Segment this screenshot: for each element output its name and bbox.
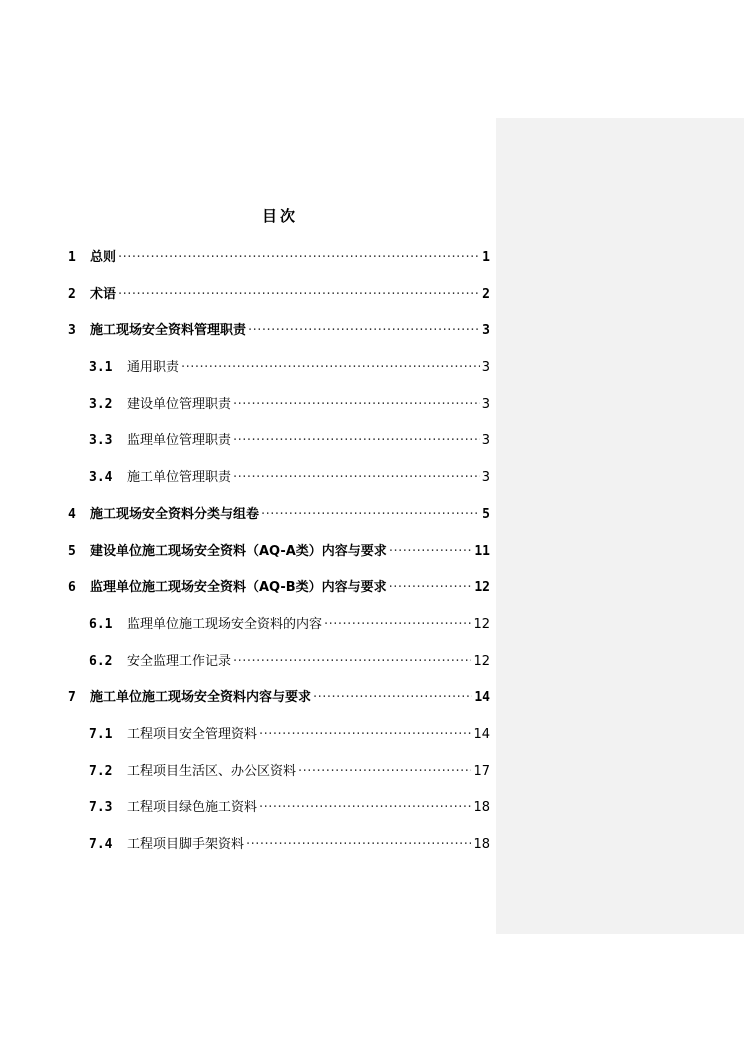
toc-entry-label: 工程项目生活区、办公区资料 (127, 763, 297, 779)
toc-entry-page: 3 (481, 396, 490, 412)
toc-entry-number: 3.4 (89, 470, 113, 486)
toc-entry-label: 施工现场安全资料管理职责 (90, 323, 247, 339)
dot-leader (261, 507, 480, 522)
toc-entry-label: 建设单位施工现场安全资料（AQ-A类）内容与要求 (90, 543, 387, 559)
dot-leader (259, 727, 471, 742)
toc-subentry[interactable] (68, 393, 490, 417)
toc-subentry[interactable] (68, 833, 490, 857)
toc-entry-label: 总则 (90, 250, 117, 265)
toc-entry-number: 7.1 (89, 726, 113, 742)
dot-leader (313, 690, 472, 705)
toc-subentry[interactable] (68, 466, 490, 490)
dot-leader (259, 800, 471, 815)
dot-leader (181, 360, 480, 375)
toc-entry-label: 施工单位管理职责 (127, 470, 232, 486)
toc-entry-number: 6 (68, 580, 76, 596)
toc-subentry[interactable] (68, 723, 490, 747)
toc-entry-label: 工程项目安全管理资料 (127, 726, 258, 742)
toc-entry-page: 18 (473, 800, 490, 816)
toc-entry-number: 3.1 (89, 360, 113, 376)
dot-leader (233, 470, 480, 485)
toc-entry[interactable] (68, 283, 490, 307)
toc-subentry[interactable] (68, 650, 490, 674)
toc-entry-label: 安全监理工作记录 (127, 653, 232, 669)
dot-leader (118, 287, 480, 302)
toc-entry[interactable] (68, 503, 490, 527)
toc-subentry[interactable] (68, 796, 490, 820)
toc-entry-page: 14 (474, 690, 490, 706)
dot-leader (233, 654, 471, 669)
toc-entry-page: 5 (482, 506, 490, 522)
toc-subentry[interactable] (68, 760, 490, 784)
dot-leader (389, 544, 473, 559)
toc-entry-number: 4 (68, 506, 76, 522)
toc-entry-label: 工程项目绿色施工资料 (127, 800, 258, 816)
dot-leader (118, 250, 480, 265)
toc-entry-page: 3 (481, 360, 490, 376)
toc-entry[interactable] (68, 319, 490, 343)
toc-entry-page: 17 (473, 763, 490, 779)
toc-entry-number: 5 (68, 543, 76, 559)
dot-leader (298, 764, 471, 779)
toc-entry-label: 建设单位管理职责 (127, 396, 232, 412)
toc-title: 目次 (261, 207, 298, 225)
toc-entry-page: 18 (473, 837, 490, 852)
toc-entry-page: 11 (474, 543, 490, 559)
toc-entry-number: 1 (68, 250, 76, 265)
toc-entry-number: 3.2 (89, 396, 113, 412)
toc-entry-number: 6.2 (89, 653, 113, 669)
dot-leader (389, 580, 473, 595)
toc-entry-page: 12 (473, 653, 490, 669)
table-of-contents (68, 246, 490, 870)
toc-entry-label: 术语 (90, 286, 117, 302)
comment-margin-panel (496, 118, 744, 934)
toc-entry-page: 2 (482, 286, 490, 302)
toc-subentry[interactable] (68, 429, 490, 453)
toc-entry-number: 2 (68, 286, 76, 302)
toc-entry-page: 14 (473, 726, 490, 742)
toc-entry-label: 工程项目脚手架资料 (127, 837, 245, 852)
toc-subentry[interactable] (68, 356, 490, 380)
toc-entry-page: 12 (473, 616, 490, 632)
dot-leader (233, 433, 480, 448)
toc-subentry[interactable] (68, 613, 490, 637)
toc-entry[interactable] (68, 686, 490, 710)
toc-entry-label: 监理单位施工现场安全资料（AQ-B类）内容与要求 (90, 580, 387, 596)
dot-leader (324, 617, 471, 632)
dot-leader (233, 397, 480, 412)
toc-entry-label: 监理单位管理职责 (127, 433, 232, 449)
toc-entry-number: 7.3 (89, 800, 113, 816)
toc-entry-label: 施工现场安全资料分类与组卷 (90, 506, 260, 522)
toc-entry-number: 7.4 (89, 837, 113, 852)
toc-entry-page: 3 (482, 323, 490, 339)
toc-entry-label: 监理单位施工现场安全资料的内容 (127, 616, 323, 632)
toc-entry-number: 7 (68, 690, 76, 706)
toc-entry-page: 12 (474, 580, 490, 596)
toc-entry-number: 3 (68, 323, 76, 339)
toc-entry-page: 3 (481, 470, 490, 486)
toc-entry[interactable] (68, 246, 490, 270)
toc-entry-number: 3.3 (89, 433, 113, 449)
dot-leader (248, 323, 480, 338)
toc-entry-number: 7.2 (89, 763, 113, 779)
toc-entry-page: 1 (482, 250, 490, 265)
toc-entry[interactable] (68, 576, 490, 600)
dot-leader (246, 837, 471, 852)
toc-entry-page: 3 (481, 433, 490, 449)
toc-entry-number: 6.1 (89, 616, 113, 632)
toc-entry[interactable] (68, 540, 490, 564)
toc-entry-label: 施工单位施工现场安全资料内容与要求 (90, 690, 312, 706)
toc-entry-label: 通用职责 (127, 360, 180, 376)
